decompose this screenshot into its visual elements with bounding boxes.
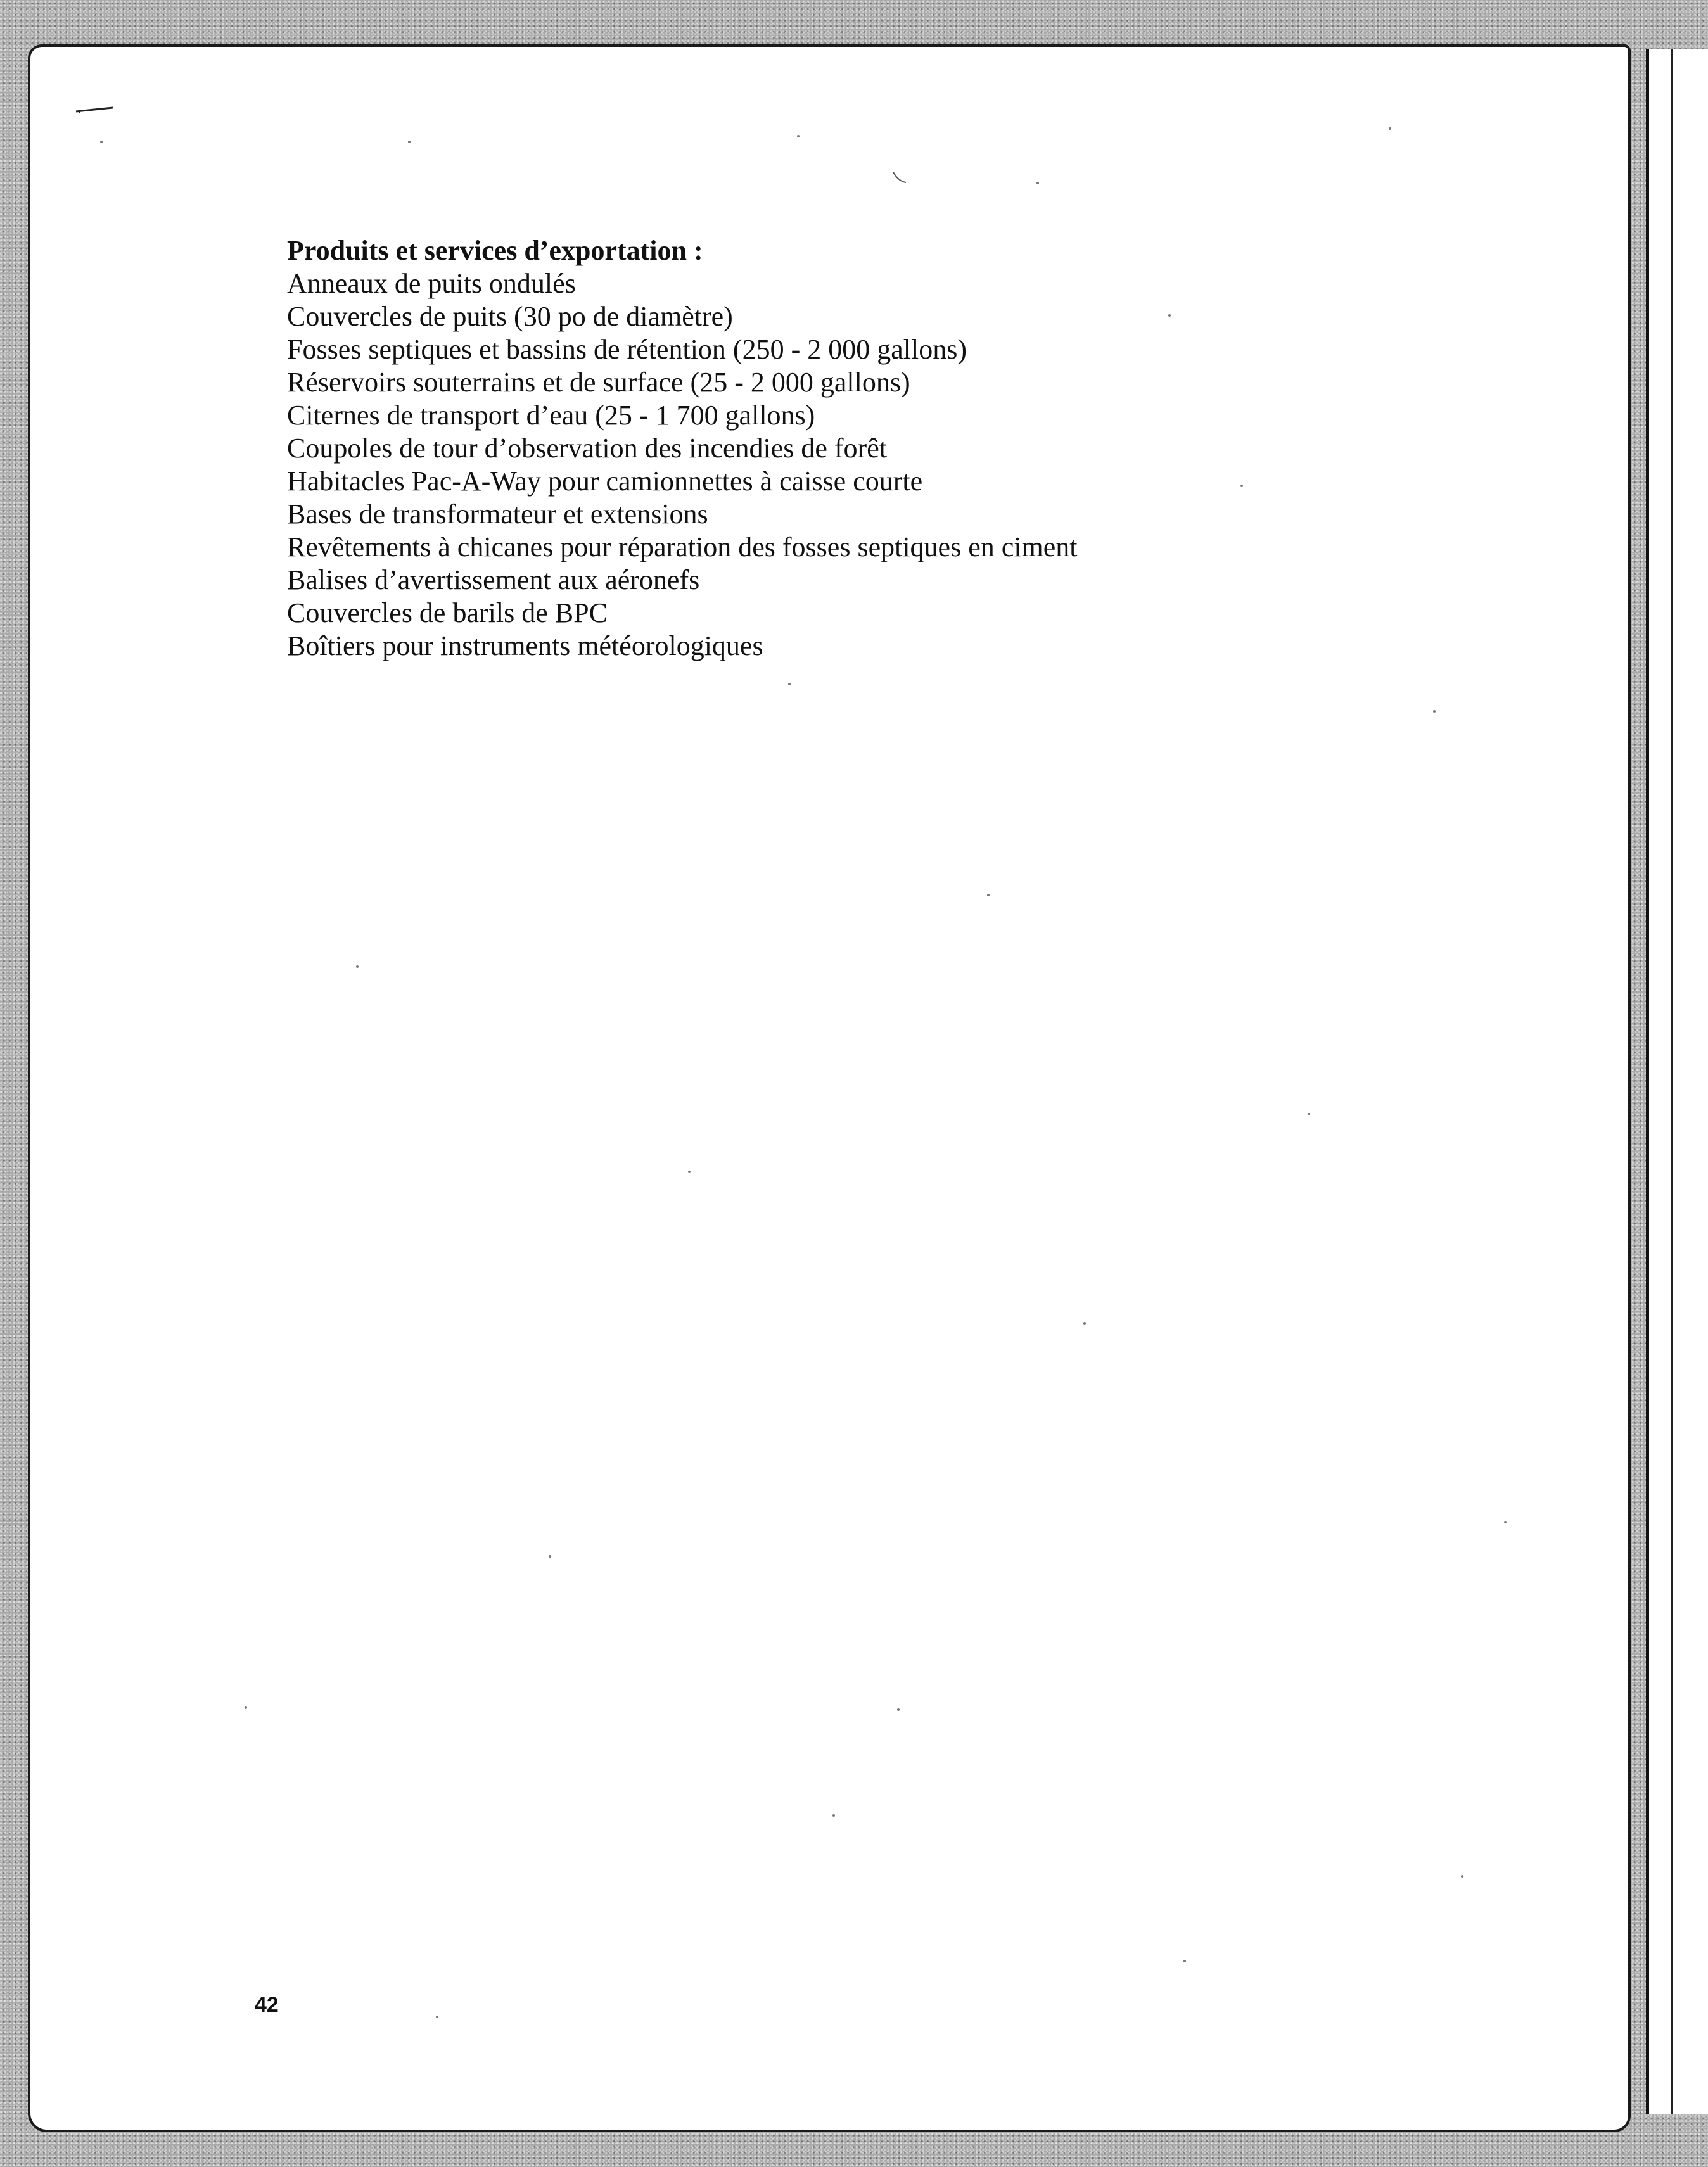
page-number: 42 — [255, 1993, 279, 2017]
adjacent-page-border — [1671, 49, 1673, 2114]
list-item: Fosses septiques et bassins de rétention (250 - 2 000 gallons) — [287, 334, 967, 365]
section-heading: Produits et services d’exportation : — [287, 235, 703, 266]
list-item: Couvercles de puits (30 po de diamètre) — [287, 301, 733, 332]
list-item: Bases de transformateur et extensions — [287, 499, 708, 530]
list-item: Boîtiers pour instruments météorologiques — [287, 630, 763, 661]
list-item: Balises d’avertissement aux aéronefs — [287, 564, 700, 595]
corner-scan-mark — [75, 105, 114, 114]
list-item: Citernes de transport d’eau (25 - 1 700 gallons) — [287, 400, 815, 431]
document-page — [28, 44, 1631, 2132]
list-item: Habitacles Pac-A-Way pour camionnettes à caisse courte — [287, 466, 923, 497]
list-item: Coupoles de tour d’observation des incendies de forêt — [287, 433, 887, 464]
export-products-section — [287, 234, 1554, 663]
list-item: Réservoirs souterrains et de surface (25 - 2 000 gallons) — [287, 367, 910, 398]
list-item: Anneaux de puits ondulés — [287, 268, 576, 299]
list-item: Revêtements à chicanes pour réparation des fosses septiques en ciment — [287, 531, 1078, 562]
list-item: Couvercles de barils de BPC — [287, 597, 608, 628]
adjacent-page-edge — [1646, 49, 1708, 2114]
